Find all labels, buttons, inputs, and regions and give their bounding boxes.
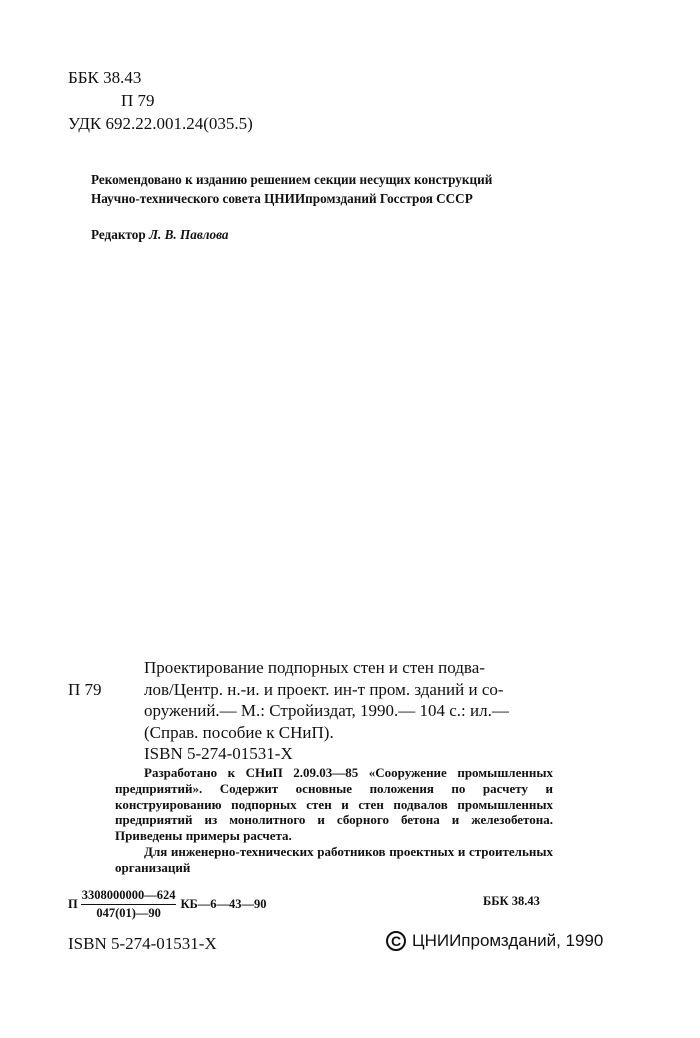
abstract-paragraph-1: Разработано к СНиП 2.09.03—85 «Сооружение промышленных предприятий». Содержит основные положения по расчету и конструированию подпорных стен и стен подвалов промышленных предприятий из монолитного и сборного бетона и железобетона. Приведены примеры расчета. <box>115 765 553 844</box>
copyright-notice <box>386 931 603 951</box>
catalog-numerator: 3308000000—624 <box>81 888 177 905</box>
card-line-4: (Справ. пособие к СНиП). <box>144 722 334 742</box>
recommendation-line-1: Рекомендовано к изданию решением секции несущих конструкций <box>91 172 493 187</box>
footer-isbn: ISBN 5-274-01531-X <box>68 934 217 953</box>
bibliographic-card <box>68 657 552 765</box>
card-index: П 79 <box>68 679 102 699</box>
card-line-1: Проектирование подпорных стен и стен подва- <box>144 658 485 677</box>
footer-bbk: ББК 38.43 <box>483 894 540 908</box>
bbk-code: ББК 38.43 <box>68 68 142 87</box>
catalog-code-lead: П <box>68 897 78 911</box>
catalog-code <box>68 888 267 921</box>
editor-label: Редактор <box>91 227 146 242</box>
copyright-icon: C <box>386 931 406 951</box>
editor-name: Л. В. Павлова <box>148 227 229 242</box>
card-body <box>144 657 552 765</box>
card-isbn: ISBN 5-274-01531-X <box>144 744 293 763</box>
recommendation-note <box>91 170 492 208</box>
author-index: П 79 <box>121 91 155 110</box>
card-line-2: лов/Центр. н.-и. и проект. ин-т пром. зданий и со- <box>144 679 504 699</box>
abstract <box>115 765 553 876</box>
udk-code: УДК 692.22.001.24(035.5) <box>68 114 253 133</box>
abstract-paragraph-2: Для инженерно-технических работников проектных и строительных организаций <box>115 843 553 875</box>
catalog-code-trail: КБ—6—43—90 <box>180 897 267 911</box>
recommendation-line-2: Научно-технического совета ЦНИИпромзданий Госстроя СССР <box>91 191 473 206</box>
card-line-3: оружений.— М.: Стройиздат, 1990.— 104 с.: ил.— <box>144 701 509 720</box>
catalog-fraction <box>81 888 177 921</box>
classification-codes <box>68 66 253 135</box>
catalog-denominator: 047(01)—90 <box>96 906 161 920</box>
editor-credit <box>91 227 228 243</box>
copyright-holder: ЦНИИпромзданий, 1990 <box>412 931 604 950</box>
